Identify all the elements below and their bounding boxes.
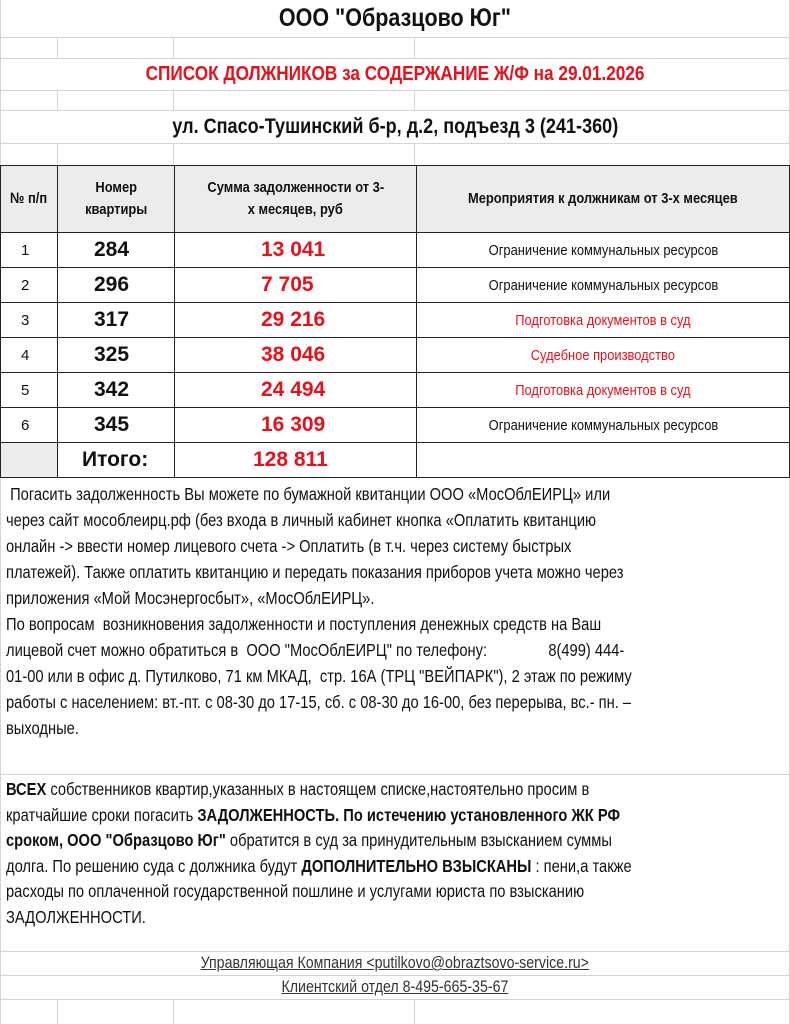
notice-line: расходы по оплаченной государственной пошлине и услугами юриста по взысканию bbox=[6, 881, 585, 901]
col-header-text: х месяцев, руб bbox=[247, 201, 344, 218]
col-header-apartment bbox=[58, 166, 175, 233]
apartment-number: 342 bbox=[58, 373, 175, 408]
debt-amount: 24 494 bbox=[175, 373, 417, 408]
debtors-table bbox=[0, 165, 790, 478]
gridline bbox=[0, 975, 790, 976]
col-header-measures bbox=[417, 166, 790, 233]
gridline bbox=[57, 999, 58, 1024]
row-number: 2 bbox=[1, 268, 58, 303]
payment-info-text bbox=[6, 481, 632, 741]
debtors-list-title bbox=[0, 63, 790, 86]
apartment-number: 345 bbox=[58, 408, 175, 443]
table-row bbox=[1, 408, 790, 443]
payment-info-line: выходные. bbox=[6, 718, 79, 738]
notice-span: собственников квартир,указанных в настоящем списке,настоятельно просим в bbox=[46, 779, 590, 799]
debt-measure-text: Подготовка документов в суд bbox=[515, 381, 691, 399]
gridline bbox=[57, 37, 58, 58]
gridline bbox=[0, 90, 790, 91]
payment-info-line: онлайн -> ввести номер лицевого счета -> Оплатить (в т.ч. через систему быстрых bbox=[6, 536, 572, 556]
gridline bbox=[173, 90, 174, 110]
table-row bbox=[1, 303, 790, 338]
payment-info-line: через сайт мособлеирц.рф (без входа в личный кабинет кнопка «Оплатить квитанцию bbox=[6, 510, 597, 530]
notice-line: ЗАДОЛЖЕННОСТИ. bbox=[6, 906, 146, 927]
payment-info-line: 01-00 или в офис д. Путилково, 71 км МКАД, стр. 16А (ТРЦ "ВЕЙПАРК"), 2 этаж по режиму bbox=[6, 666, 632, 686]
notice-bold: ДОПОЛНИТЕЛЬНО ВЗЫСКАНЫ bbox=[301, 855, 532, 876]
notice-line bbox=[6, 828, 632, 854]
payment-info-line: платежей). Также оплатить квитанцию и передать показания приборов учета можно через bbox=[6, 562, 624, 582]
company-email-link[interactable]: Управляющая Компания <putilkovo@obraztsovo-service.ru> bbox=[200, 954, 590, 972]
payment-info-line: лицевой счет можно обратиться в ООО "МосОблЕИРЦ" по телефону: 8(499) 444- bbox=[6, 640, 625, 660]
gridline bbox=[0, 774, 790, 775]
gridline bbox=[57, 90, 58, 110]
payment-info-line: Погасить задолженность Вы можете по бумажной квитанции ООО «МосОблЕИРЦ» или bbox=[6, 484, 611, 504]
gridline bbox=[0, 999, 790, 1000]
table-row bbox=[1, 233, 790, 268]
total-label: Итого: bbox=[58, 443, 175, 478]
address-title bbox=[0, 115, 790, 139]
table-row bbox=[1, 338, 790, 373]
gridline bbox=[0, 37, 790, 38]
client-dept-phone: Клиентский отдел 8-495-665-35-67 bbox=[281, 978, 509, 996]
gridline bbox=[0, 951, 790, 952]
debt-measure bbox=[417, 338, 790, 373]
debt-amount: 38 046 bbox=[175, 338, 417, 373]
debt-measure bbox=[417, 408, 790, 443]
gridline bbox=[414, 90, 415, 110]
debt-amount: 13 041 bbox=[175, 233, 417, 268]
apartment-number: 317 bbox=[58, 303, 175, 338]
row-number: 4 bbox=[1, 338, 58, 373]
table-row bbox=[1, 268, 790, 303]
payment-info-line: приложения «Мой Мосэнергосбыт», «МосОблЕИРЦ». bbox=[6, 588, 375, 608]
gridline bbox=[414, 143, 415, 165]
debt-measure-text: Ограничение коммунальных ресурсов bbox=[488, 241, 718, 259]
col-header-number bbox=[1, 166, 58, 233]
address-title-text: ул. Спасо-Тушинский б-р, д.2, подъезд 3 (241-360) bbox=[172, 115, 618, 138]
notice-bold: сроком, ООО "Образцово Юг" bbox=[6, 830, 226, 850]
notice-line bbox=[6, 803, 632, 829]
notice-line bbox=[6, 777, 632, 803]
debtors-list-title-text: СПИСОК ДОЛЖНИКОВ за СОДЕРЖАНИЕ Ж/Ф на 29.01.2026 bbox=[145, 63, 645, 85]
gridline bbox=[173, 999, 174, 1024]
gridline bbox=[0, 143, 790, 144]
debt-amount: 16 309 bbox=[175, 408, 417, 443]
total-value: 128 811 bbox=[175, 443, 417, 478]
total-blank-cell bbox=[417, 443, 790, 478]
col-header-text: Номер bbox=[95, 179, 137, 196]
col-header-debt-sum bbox=[175, 166, 417, 233]
gridline bbox=[173, 143, 174, 165]
gridline bbox=[0, 110, 790, 111]
footer-client-dept bbox=[0, 978, 790, 997]
row-number: 6 bbox=[1, 408, 58, 443]
notice-span: кратчайшие сроки погасить bbox=[6, 804, 198, 825]
col-header-text: Сумма задолженности от 3- bbox=[207, 179, 384, 196]
notice-span: обратится в суд за принудительным взысканием суммы bbox=[225, 830, 612, 850]
debt-amount: 29 216 bbox=[175, 303, 417, 338]
debt-measure-text: Судебное производство bbox=[530, 346, 676, 364]
gridline bbox=[57, 143, 58, 165]
debt-measure bbox=[417, 233, 790, 268]
debt-measure bbox=[417, 303, 790, 338]
row-number: 3 bbox=[1, 303, 58, 338]
company-title-text: ООО "Образцово Юг" bbox=[278, 4, 512, 32]
notice-span: долга. По решению суда с должника будут bbox=[6, 855, 302, 876]
table-row bbox=[1, 373, 790, 408]
total-row bbox=[1, 443, 790, 478]
apartment-number: 296 bbox=[58, 268, 175, 303]
payment-info-line: работы с населением: вт.-пт. с 08-30 до 17-15, сб. с 08-30 до 16-00, без перерыва, вс.- пн. – bbox=[6, 692, 632, 712]
gridline bbox=[414, 999, 415, 1024]
total-blank-cell bbox=[1, 443, 58, 478]
row-number: 1 bbox=[1, 233, 58, 268]
debt-measure-text: Ограничение коммунальных ресурсов bbox=[488, 276, 718, 294]
gridline bbox=[0, 58, 790, 59]
notice-bold: ЗАДОЛЖЕННОСТЬ. По истечению установленного ЖК РФ bbox=[197, 804, 621, 825]
gridline bbox=[0, 0, 1, 1024]
col-header-text: № п/п bbox=[10, 190, 48, 207]
table-header-row bbox=[1, 166, 790, 233]
debt-measure-text: Ограничение коммунальных ресурсов bbox=[488, 416, 718, 434]
apartment-number: 284 bbox=[58, 233, 175, 268]
payment-info-line: По вопросам возникновения задолженности и поступления денежных средств на Ваш bbox=[6, 614, 602, 634]
company-title bbox=[0, 4, 790, 33]
notice-bold: ВСЕХ bbox=[6, 779, 47, 799]
footer-company-contact bbox=[0, 954, 790, 973]
notice-span: : пени,а также bbox=[531, 855, 632, 876]
debt-measure-text: Подготовка документов в суд bbox=[515, 311, 691, 329]
col-header-text: квартиры bbox=[84, 201, 148, 218]
apartment-number: 325 bbox=[58, 338, 175, 373]
debt-amount: 7 705 bbox=[175, 268, 417, 303]
row-number: 5 bbox=[1, 373, 58, 408]
col-header-text: Мероприятия к должникам от 3-х месяцев bbox=[468, 190, 738, 207]
notice-line bbox=[6, 854, 632, 880]
gridline bbox=[173, 37, 174, 58]
notice-text bbox=[6, 777, 632, 930]
gridline bbox=[414, 37, 415, 58]
debt-measure bbox=[417, 268, 790, 303]
debt-measure bbox=[417, 373, 790, 408]
